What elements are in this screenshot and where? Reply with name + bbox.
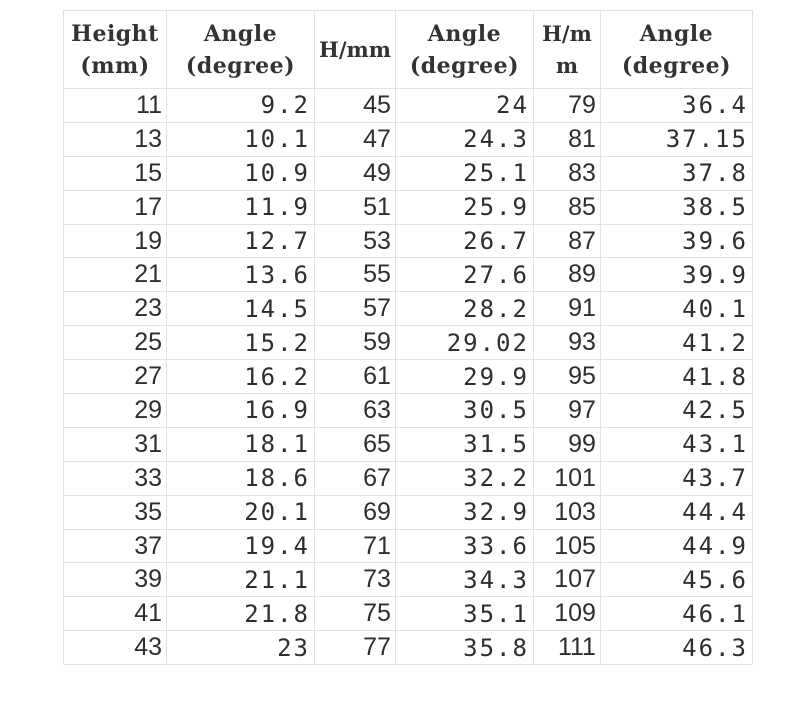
cell-h-mm-2: 111 bbox=[533, 631, 600, 665]
cell-angle-degree-2: 31.5 bbox=[395, 427, 533, 461]
cell-h-mm-2: 87 bbox=[533, 224, 600, 258]
cell-angle-degree-1: 14.5 bbox=[167, 292, 315, 326]
cell-angle-degree-2: 35.8 bbox=[395, 631, 533, 665]
header-angle-degree-1: Angle (degree) bbox=[167, 11, 315, 89]
cell-angle-degree-3: 38.5 bbox=[600, 190, 752, 224]
header-row bbox=[64, 11, 753, 89]
cell-angle-degree-3: 40.1 bbox=[600, 292, 752, 326]
cell-angle-degree-2: 25.9 bbox=[395, 190, 533, 224]
cell-h-mm-1: 69 bbox=[315, 495, 396, 529]
cell-angle-degree-3: 41.2 bbox=[600, 326, 752, 360]
cell-angle-degree-3: 44.4 bbox=[600, 495, 752, 529]
cell-height-mm: 17 bbox=[64, 190, 167, 224]
cell-angle-degree-1: 19.4 bbox=[167, 529, 315, 563]
cell-angle-degree-3: 37.8 bbox=[600, 156, 752, 190]
cell-h-mm-2: 103 bbox=[533, 495, 600, 529]
cell-h-mm-2: 109 bbox=[533, 597, 600, 631]
cell-height-mm: 11 bbox=[64, 89, 167, 123]
header-height-mm: Height (mm) bbox=[64, 11, 167, 89]
height-angle-table bbox=[63, 10, 753, 665]
table-row bbox=[64, 89, 753, 123]
cell-angle-degree-1: 12.7 bbox=[167, 224, 315, 258]
cell-h-mm-1: 77 bbox=[315, 631, 396, 665]
cell-angle-degree-2: 32.9 bbox=[395, 495, 533, 529]
cell-angle-degree-3: 46.3 bbox=[600, 631, 752, 665]
cell-h-mm-2: 79 bbox=[533, 89, 600, 123]
cell-angle-degree-2: 25.1 bbox=[395, 156, 533, 190]
table-row bbox=[64, 631, 753, 665]
cell-h-mm-1: 57 bbox=[315, 292, 396, 326]
cell-h-mm-2: 83 bbox=[533, 156, 600, 190]
cell-h-mm-1: 45 bbox=[315, 89, 396, 123]
table-row bbox=[64, 394, 753, 428]
header-h-mm-1: H/mm bbox=[315, 11, 396, 89]
cell-height-mm: 23 bbox=[64, 292, 167, 326]
cell-angle-degree-2: 33.6 bbox=[395, 529, 533, 563]
cell-h-mm-2: 85 bbox=[533, 190, 600, 224]
cell-height-mm: 39 bbox=[64, 563, 167, 597]
cell-angle-degree-1: 11.9 bbox=[167, 190, 315, 224]
cell-height-mm: 43 bbox=[64, 631, 167, 665]
table-row bbox=[64, 597, 753, 631]
cell-height-mm: 29 bbox=[64, 394, 167, 428]
header-angle-degree-2: Angle (degree) bbox=[395, 11, 533, 89]
table-row bbox=[64, 292, 753, 326]
cell-h-mm-2: 107 bbox=[533, 563, 600, 597]
cell-angle-degree-1: 10.1 bbox=[167, 122, 315, 156]
cell-h-mm-2: 95 bbox=[533, 360, 600, 394]
cell-angle-degree-3: 43.7 bbox=[600, 461, 752, 495]
cell-angle-degree-3: 45.6 bbox=[600, 563, 752, 597]
cell-height-mm: 25 bbox=[64, 326, 167, 360]
cell-angle-degree-2: 29.02 bbox=[395, 326, 533, 360]
cell-height-mm: 41 bbox=[64, 597, 167, 631]
cell-h-mm-1: 49 bbox=[315, 156, 396, 190]
cell-h-mm-2: 89 bbox=[533, 258, 600, 292]
cell-angle-degree-1: 16.2 bbox=[167, 360, 315, 394]
cell-h-mm-1: 75 bbox=[315, 597, 396, 631]
cell-angle-degree-1: 16.9 bbox=[167, 394, 315, 428]
cell-angle-degree-3: 36.4 bbox=[600, 89, 752, 123]
cell-angle-degree-3: 39.6 bbox=[600, 224, 752, 258]
cell-h-mm-2: 91 bbox=[533, 292, 600, 326]
cell-height-mm: 27 bbox=[64, 360, 167, 394]
table-row bbox=[64, 563, 753, 597]
cell-angle-degree-2: 34.3 bbox=[395, 563, 533, 597]
cell-height-mm: 15 bbox=[64, 156, 167, 190]
cell-angle-degree-1: 21.1 bbox=[167, 563, 315, 597]
cell-angle-degree-2: 24.3 bbox=[395, 122, 533, 156]
cell-angle-degree-1: 23 bbox=[167, 631, 315, 665]
cell-angle-degree-2: 26.7 bbox=[395, 224, 533, 258]
cell-angle-degree-1: 9.2 bbox=[167, 89, 315, 123]
cell-angle-degree-3: 43.1 bbox=[600, 427, 752, 461]
table-row bbox=[64, 326, 753, 360]
cell-h-mm-2: 81 bbox=[533, 122, 600, 156]
cell-angle-degree-1: 20.1 bbox=[167, 495, 315, 529]
header-angle-degree-3: Angle (degree) bbox=[600, 11, 752, 89]
cell-height-mm: 31 bbox=[64, 427, 167, 461]
cell-h-mm-1: 73 bbox=[315, 563, 396, 597]
cell-h-mm-1: 67 bbox=[315, 461, 396, 495]
table-row bbox=[64, 461, 753, 495]
cell-angle-degree-3: 39.9 bbox=[600, 258, 752, 292]
cell-angle-degree-1: 18.1 bbox=[167, 427, 315, 461]
table-body bbox=[64, 89, 753, 665]
cell-height-mm: 35 bbox=[64, 495, 167, 529]
cell-h-mm-2: 93 bbox=[533, 326, 600, 360]
cell-h-mm-1: 61 bbox=[315, 360, 396, 394]
cell-h-mm-1: 71 bbox=[315, 529, 396, 563]
header-h-mm-2: H/m m bbox=[533, 11, 600, 89]
table-row bbox=[64, 360, 753, 394]
cell-h-mm-1: 63 bbox=[315, 394, 396, 428]
cell-h-mm-2: 105 bbox=[533, 529, 600, 563]
cell-angle-degree-3: 37.15 bbox=[600, 122, 752, 156]
table-row bbox=[64, 122, 753, 156]
cell-h-mm-1: 51 bbox=[315, 190, 396, 224]
cell-angle-degree-2: 35.1 bbox=[395, 597, 533, 631]
table-row bbox=[64, 495, 753, 529]
table-row bbox=[64, 224, 753, 258]
cell-angle-degree-2: 27.6 bbox=[395, 258, 533, 292]
cell-height-mm: 13 bbox=[64, 122, 167, 156]
cell-h-mm-1: 55 bbox=[315, 258, 396, 292]
cell-angle-degree-1: 10.9 bbox=[167, 156, 315, 190]
cell-height-mm: 21 bbox=[64, 258, 167, 292]
cell-h-mm-1: 65 bbox=[315, 427, 396, 461]
cell-height-mm: 19 bbox=[64, 224, 167, 258]
cell-h-mm-2: 101 bbox=[533, 461, 600, 495]
cell-height-mm: 33 bbox=[64, 461, 167, 495]
cell-h-mm-1: 59 bbox=[315, 326, 396, 360]
cell-angle-degree-1: 13.6 bbox=[167, 258, 315, 292]
cell-angle-degree-2: 32.2 bbox=[395, 461, 533, 495]
cell-angle-degree-1: 15.2 bbox=[167, 326, 315, 360]
cell-angle-degree-2: 28.2 bbox=[395, 292, 533, 326]
cell-h-mm-2: 97 bbox=[533, 394, 600, 428]
cell-angle-degree-3: 46.1 bbox=[600, 597, 752, 631]
cell-angle-degree-2: 29.9 bbox=[395, 360, 533, 394]
cell-angle-degree-3: 41.8 bbox=[600, 360, 752, 394]
table-row bbox=[64, 190, 753, 224]
table-row bbox=[64, 529, 753, 563]
cell-height-mm: 37 bbox=[64, 529, 167, 563]
cell-angle-degree-1: 21.8 bbox=[167, 597, 315, 631]
table-row bbox=[64, 258, 753, 292]
cell-angle-degree-2: 30.5 bbox=[395, 394, 533, 428]
cell-h-mm-2: 99 bbox=[533, 427, 600, 461]
table-row bbox=[64, 427, 753, 461]
cell-angle-degree-1: 18.6 bbox=[167, 461, 315, 495]
cell-h-mm-1: 47 bbox=[315, 122, 396, 156]
cell-angle-degree-3: 42.5 bbox=[600, 394, 752, 428]
cell-h-mm-1: 53 bbox=[315, 224, 396, 258]
cell-angle-degree-3: 44.9 bbox=[600, 529, 752, 563]
table-row bbox=[64, 156, 753, 190]
cell-angle-degree-2: 24 bbox=[395, 89, 533, 123]
